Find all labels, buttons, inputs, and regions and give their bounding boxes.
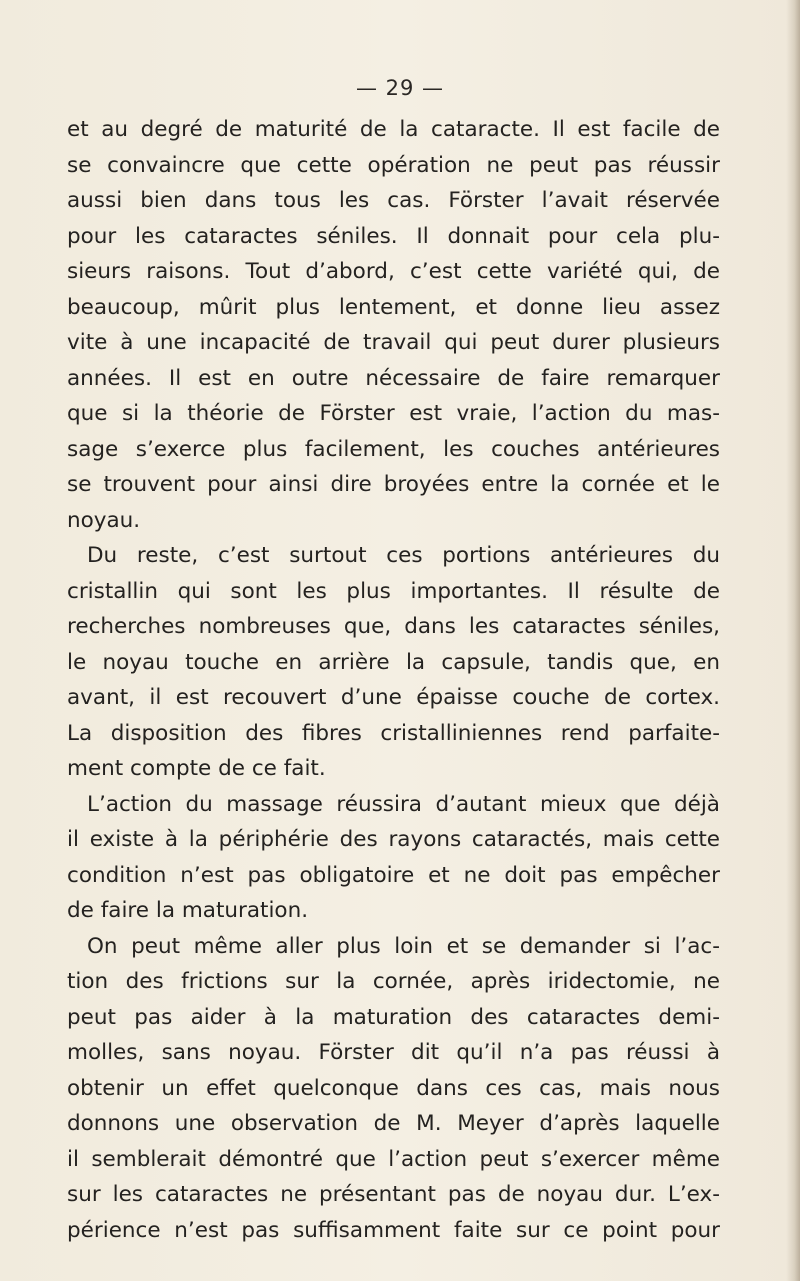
text-line: noyau. <box>67 507 141 533</box>
text-line: L’action du massage réussira d’autant mieux que déjà <box>87 791 720 817</box>
text-line: le noyau touche en arrière la capsule, tandis que, en <box>67 649 720 675</box>
text-line: périence n’est pas suffisamment faite sur ce point pour <box>67 1217 720 1243</box>
text-line: cristallin qui sont les plus importantes. Il résulte de <box>67 578 720 604</box>
text-line: molles, sans noyau. Förster dit qu’il n’a pas réussi à <box>67 1040 720 1065</box>
text-line: recherches nombreuses que, dans les cataractes séniles, <box>67 614 720 639</box>
text-line: beaucoup, mûrit plus lentement, et donne lieu assez <box>67 294 720 320</box>
page-edge-shadow <box>786 0 800 1281</box>
text-line: La disposition des fibres cristalliniennes rend parfaite- <box>67 720 720 746</box>
text-line: de faire la maturation. <box>67 898 309 923</box>
text-line: aussi bien dans tous les cas. Förster l’avait réservée <box>67 188 720 213</box>
text-line: que si la théorie de Förster est vraie, l’action du mas- <box>67 401 720 426</box>
text-line: il existe à la périphérie des rayons cataractés, mais cette <box>67 827 720 852</box>
text-line: condition n’est pas obligatoire et ne doit pas empêcher <box>67 862 720 888</box>
text-line: pour les cataractes séniles. Il donnait pour cela plu- <box>67 223 720 249</box>
text-line: sage s’exerce plus facilement, les couches antérieures <box>67 436 720 462</box>
page-number: — 29 — <box>355 76 445 100</box>
text-line: se convaincre que cette opération ne peut pas réussir <box>67 152 720 178</box>
text-line: ment compte de ce fait. <box>67 756 326 781</box>
text-line: sur les cataractes ne présentant pas de noyau dur. L’ex- <box>67 1182 720 1207</box>
text-line: avant, il est recouvert d’une épaisse couche de cortex. <box>67 685 720 710</box>
text-line: années. Il est en outre nécessaire de faire remarquer <box>67 365 720 391</box>
text-line: Du reste, c’est surtout ces portions antérieures du <box>87 543 720 568</box>
text-line: peut pas aider à la maturation des cataractes demi- <box>67 1004 720 1030</box>
text-line: se trouvent pour ainsi dire broyées entre la cornée et le <box>67 472 720 497</box>
text-line: tion des frictions sur la cornée, après iridectomie, ne <box>67 969 720 994</box>
body-text <box>67 112 720 1248</box>
text-line: sieurs raisons. Tout d’abord, c’est cette variété qui, de <box>67 259 720 284</box>
text-line: On peut même aller plus loin et se demander si l’ac- <box>87 933 720 959</box>
text-line: obtenir un effet quelconque dans ces cas, mais nous <box>67 1075 720 1101</box>
text-line: vite à une incapacité de travail qui peut durer plusieurs <box>67 330 720 355</box>
text-line: et au degré de maturité de la cataracte. Il est facile de <box>67 117 720 142</box>
text-line: donnons une observation de M. Meyer d’après laquelle <box>67 1111 720 1136</box>
text-line: il semblerait démontré que l’action peut s’exercer même <box>67 1146 720 1172</box>
